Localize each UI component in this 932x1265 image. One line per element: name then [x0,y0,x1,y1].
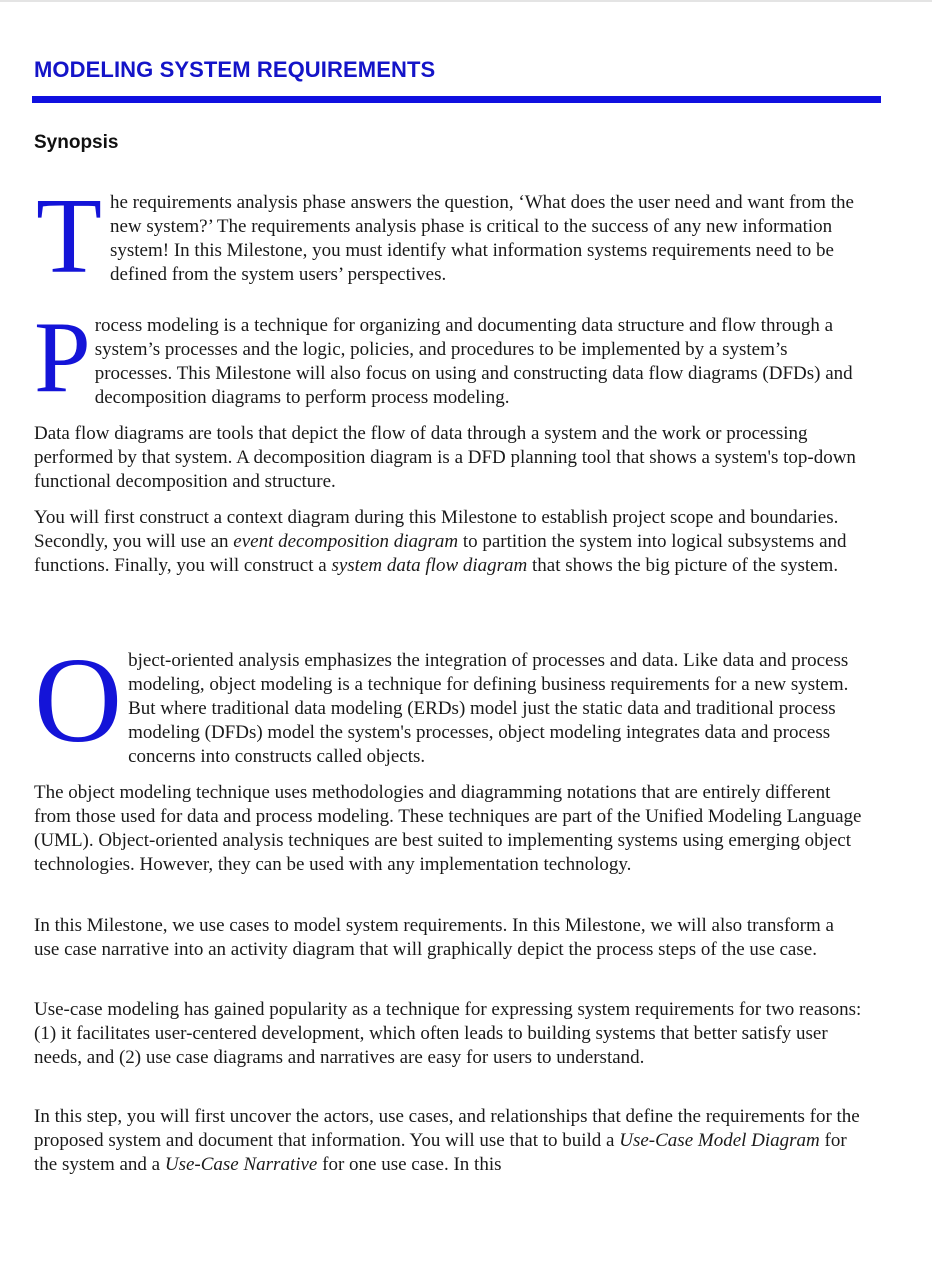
paragraph-text: In this step, you will first uncover the actors, use cases, and relationships that define the requirements for the proposed system and document that information. You will use that to build a [34,1106,860,1151]
top-border [0,0,932,2]
paragraph-text: for one use case. In this [317,1154,502,1175]
drop-cap-letter: T [36,177,102,296]
emphasis-term: Use-Case Narrative [164,1154,318,1175]
paragraph-data-flow-diagrams: Data flow diagrams are tools that depict the flow of data through a system and the work or processing performed by that system. A decomposition diagram is a DFD planning tool that shows a system's top-down functional decomposition and structure. [34,423,856,492]
paragraph-text: to partition the system into logical subsystems and functions. Finally, you will construct a [34,531,847,576]
paragraph-text: that shows the big picture of the system. [527,555,839,576]
paragraph-object-modeling-technique: The object modeling technique uses methodologies and diagramming notations that are entirely different from those used for data and process modeling. These techniques are part of the Unified Modeling Language (UML). Object-oriented analysis techniques are best suited to implementing systems using emerging object technologies. However, they can be used with any implementation technology. [34,782,862,875]
paragraph-use-case-modeling: Use-case modeling has gained popularity as a technique for expressing system requirements for two reasons: (1) it facilitates user-centered development, which often leads to building systems that better satisfy user needs, and (2) use case diagrams and narratives are easy for users to understand. [34,999,862,1068]
paragraph-process-modeling [34,301,864,414]
paragraph-text: for the system and a [34,1130,847,1175]
paragraph-text: bject-oriented analysis emphasizes the integration of processes and data. Like data and process modeling, object modeling is a technique for defining business requirements for a new system. But where traditional data modeling (ERDs) model just the static data and traditional process modeling (DFDs) model the system's processes, object modeling integrates data and process concerns into constructs called objects. [128,650,849,767]
paragraph-requirements-analysis [34,177,864,296]
emphasis-term: Use-Case Model Diagram [619,1130,820,1151]
drop-cap-letter: P [34,301,91,414]
paragraph-text: he requirements analysis phase answers the question, ‘What does the user need and want from the new system?’ The requirements analysis phase is critical to the success of any new information system! In this Milestone, you must identify what information systems requirements need to be defined from the system users’ perspectives. [109,192,854,285]
paragraph-object-oriented-analysis [34,633,864,769]
paragraph-text: rocess modeling is a technique for organizing and documenting data structure and flow through a system’s processes and the logic, policies, and procedures to be implemented by a system’s processes. This Milestone will also focus on using and constructing data flow diagrams (DFDs) and decomposition diagrams to perform process modeling. [94,315,853,408]
paragraph-this-step [34,1105,864,1177]
drop-cap-letter: O [34,633,123,768]
emphasis-term: event decomposition diagram [233,531,459,552]
title-underline-rule [32,96,881,103]
paragraph-context-diagram [34,506,864,578]
page-title: MODELING SYSTEM REQUIREMENTS [34,57,436,82]
section-heading-synopsis: Synopsis [34,132,119,153]
paragraph-text: You will first construct a context diagram during this Milestone to establish project scope and boundaries. Secondly, you will use an [34,507,839,552]
paragraph-use-cases: In this Milestone, we use cases to model system requirements. In this Milestone, we will also transform a use case narrative into an activity diagram that will graphically depict the process steps of the use case. [34,915,834,960]
emphasis-term: system data flow diagram [331,555,528,576]
